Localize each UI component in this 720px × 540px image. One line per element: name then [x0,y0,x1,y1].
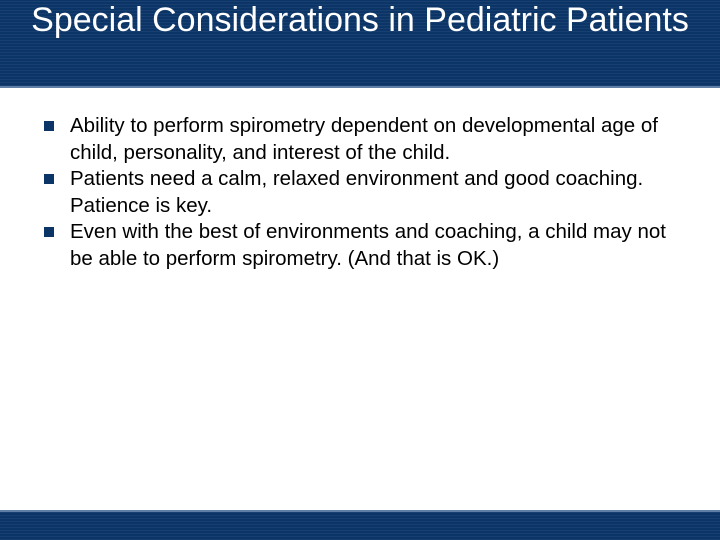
bullet-text: Patients need a calm, relaxed environment and good coaching. Patience is key. [70,167,644,217]
bullet-text: Ability to perform spirometry dependent on developmental age of child, personality, and interest of the child. [70,114,659,164]
bullet-text: Even with the best of environments and coaching, a child may not be able to perform spirometry. (And that is OK.) [70,220,666,270]
bullet-item [44,219,694,272]
bullet-item [44,166,694,219]
square-bullet-icon [44,227,54,237]
title-bar [0,0,720,86]
footer-bar [0,512,720,540]
bullet-item [44,113,694,166]
square-bullet-icon [44,174,54,184]
slide-title: Special Considerations in Pediatric Patients [31,1,689,39]
title-divider [0,86,720,88]
bullet-list [44,113,694,272]
square-bullet-icon [44,121,54,131]
